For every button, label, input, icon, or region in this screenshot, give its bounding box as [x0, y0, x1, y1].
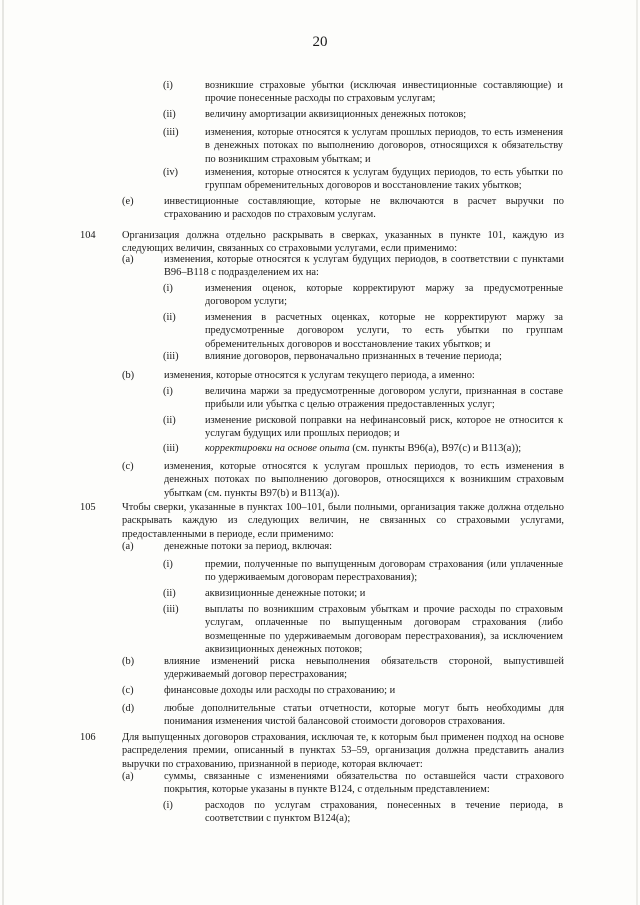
paragraph-text: изменение рисковой поправки на нефинансовый риск, которое не относится к услугам будущих или прошлых периодов; и: [205, 415, 563, 440]
paragraph-text: денежные потоки за период, включая:: [164, 541, 333, 552]
paragraph-text: инвестиционные составляющие, которые не включаются в расчет выручки по страхованию и расходов по страховым услугам.: [164, 196, 564, 221]
item-label: 104: [80, 230, 96, 241]
item-label: (iii): [163, 351, 179, 362]
paragraph-text: премии, полученные по выпущенным договорам страхования (или уплаченные по удерживаемым договорам перестрахования);: [205, 559, 563, 584]
item-label: (e): [122, 196, 134, 207]
paragraph-text: Чтобы сверки, указанные в пунктах 100–101, были полными, организация также должна отдельно раскрывать каждую из следующих величин, не связанных со страховыми услугами, предоставленными в периоде, если применимо:: [122, 502, 564, 540]
item-label: (i): [163, 283, 173, 294]
item-label: (d): [122, 703, 135, 714]
item-label: (iii): [163, 443, 179, 454]
paragraph-text: изменения, которые относятся к услугам прошлых периодов, то есть изменения в денежных потоках по выполнению договоров, относящихся к возникшим страховым убыткам (см. пункты B97(b) и B113(a)).: [164, 461, 564, 499]
item-label: (ii): [163, 588, 176, 599]
paragraph-text-rest: (см. пункты B96(a), B97(c) и B113(a));: [349, 443, 522, 454]
paragraph-text: любые дополнительные статьи отчетности, которые могут быть необходимы для понимания изменения чистой балансовой стоимости договоров страхования.: [164, 703, 564, 728]
paragraph-text: изменения, которые относятся к услугам прошлых периодов, то есть изменения в денежных потоках по выполнению договоров, относящихся к обязательству по возникшим страховым убыткам; и: [205, 127, 563, 165]
page-number: 20: [312, 34, 328, 50]
item-label: (c): [122, 685, 134, 696]
item-label: (iv): [163, 167, 179, 178]
item-label: 106: [80, 732, 96, 743]
item-label: (iii): [163, 127, 179, 138]
item-label: (i): [163, 559, 173, 570]
item-label: (i): [163, 80, 173, 91]
item-label: (b): [122, 370, 135, 381]
item-label: (b): [122, 656, 135, 667]
paragraph-text: изменения, которые относятся к услугам будущих периодов, в соответствии с пунктами B96–B118 с подразделением их на:: [164, 254, 564, 279]
scan-edge-right: [636, 0, 638, 905]
item-label: (a): [122, 254, 134, 265]
item-label: (a): [122, 771, 134, 782]
paragraph-text: изменения, которые относятся к услугам будущих периодов, то есть убытки по группам обременительных договоров и восстановление таких убытков;: [205, 167, 563, 192]
item-label: (c): [122, 461, 134, 472]
italic-term: корректировки на основе опыта: [205, 443, 350, 454]
paragraph-text: аквизиционные денежные потоки; и: [205, 588, 366, 599]
item-label: (ii): [163, 109, 176, 120]
paragraph-text: возникшие страховые убытки (исключая инвестиционные составляющие) и прочие понесенные расходы по страховым услугам;: [205, 80, 563, 105]
paragraph-text: величина маржи за предусмотренные договором услуги, признанная в составе прибыли или убытка с целью отражения предоставленных услуг;: [205, 386, 563, 411]
item-label: (i): [163, 800, 173, 811]
item-label: (i): [163, 386, 173, 397]
paragraph-text: [205, 442, 563, 455]
paragraph-text: изменения в расчетных оценках, которые не корректируют маржу за предусмотренные договором услуги, то есть убытки по группам обременительных договоров и восстановление таких убытков; и: [205, 312, 563, 350]
paragraph-text: выплаты по возникшим страховым убыткам и прочие расходы по страховым услугам, оплаченные по выпущенным договорам страхования (либо возмещенные по удерживаемым договорам перестрахования), за исключением аквизиционных денежных потоков;: [205, 604, 563, 655]
paragraph-text: изменения оценок, которые корректируют маржу за предусмотренные договором услуги;: [205, 283, 563, 308]
paragraph-text: Для выпущенных договоров страхования, исключая те, к которым был применен подход на основе распределения премии, описанный в пунктах 53–59, организация должна представить анализ выручки по страхованию, признанной в периоде, которая включает:: [122, 732, 564, 770]
item-label: (iii): [163, 604, 179, 615]
paragraph-text: изменения, которые относятся к услугам текущего периода, а именно:: [164, 370, 475, 381]
paragraph-text: суммы, связанные с изменениями обязательства по оставшейся части страхового покрытия, которые указаны в пункте B124, с отдельным представлением:: [164, 771, 564, 796]
paragraph-text: влияние договоров, первоначально признанных в течение периода;: [205, 351, 502, 362]
paragraph-text: Организация должна отдельно раскрывать в сверках, указанных в пункте 101, каждую из следующих величин, связанных со страховыми услугами, если применимо:: [122, 230, 564, 255]
scan-edge-left: [2, 0, 4, 905]
item-label: (ii): [163, 312, 176, 323]
item-label: 105: [80, 502, 96, 513]
paragraph-text: влияние изменений риска невыполнения обязательств стороной, выпустившей удерживаемый договор перестрахования;: [164, 656, 564, 681]
paragraph-text: величину амортизации аквизиционных денежных потоков;: [205, 109, 467, 120]
paragraph-text: расходов по услугам страхования, понесенных в течение периода, в соответствии с пунктом B124(a);: [205, 800, 563, 825]
item-label: (ii): [163, 415, 176, 426]
item-label: (a): [122, 541, 134, 552]
paragraph-text: финансовые доходы или расходы по страхованию; и: [164, 685, 396, 696]
